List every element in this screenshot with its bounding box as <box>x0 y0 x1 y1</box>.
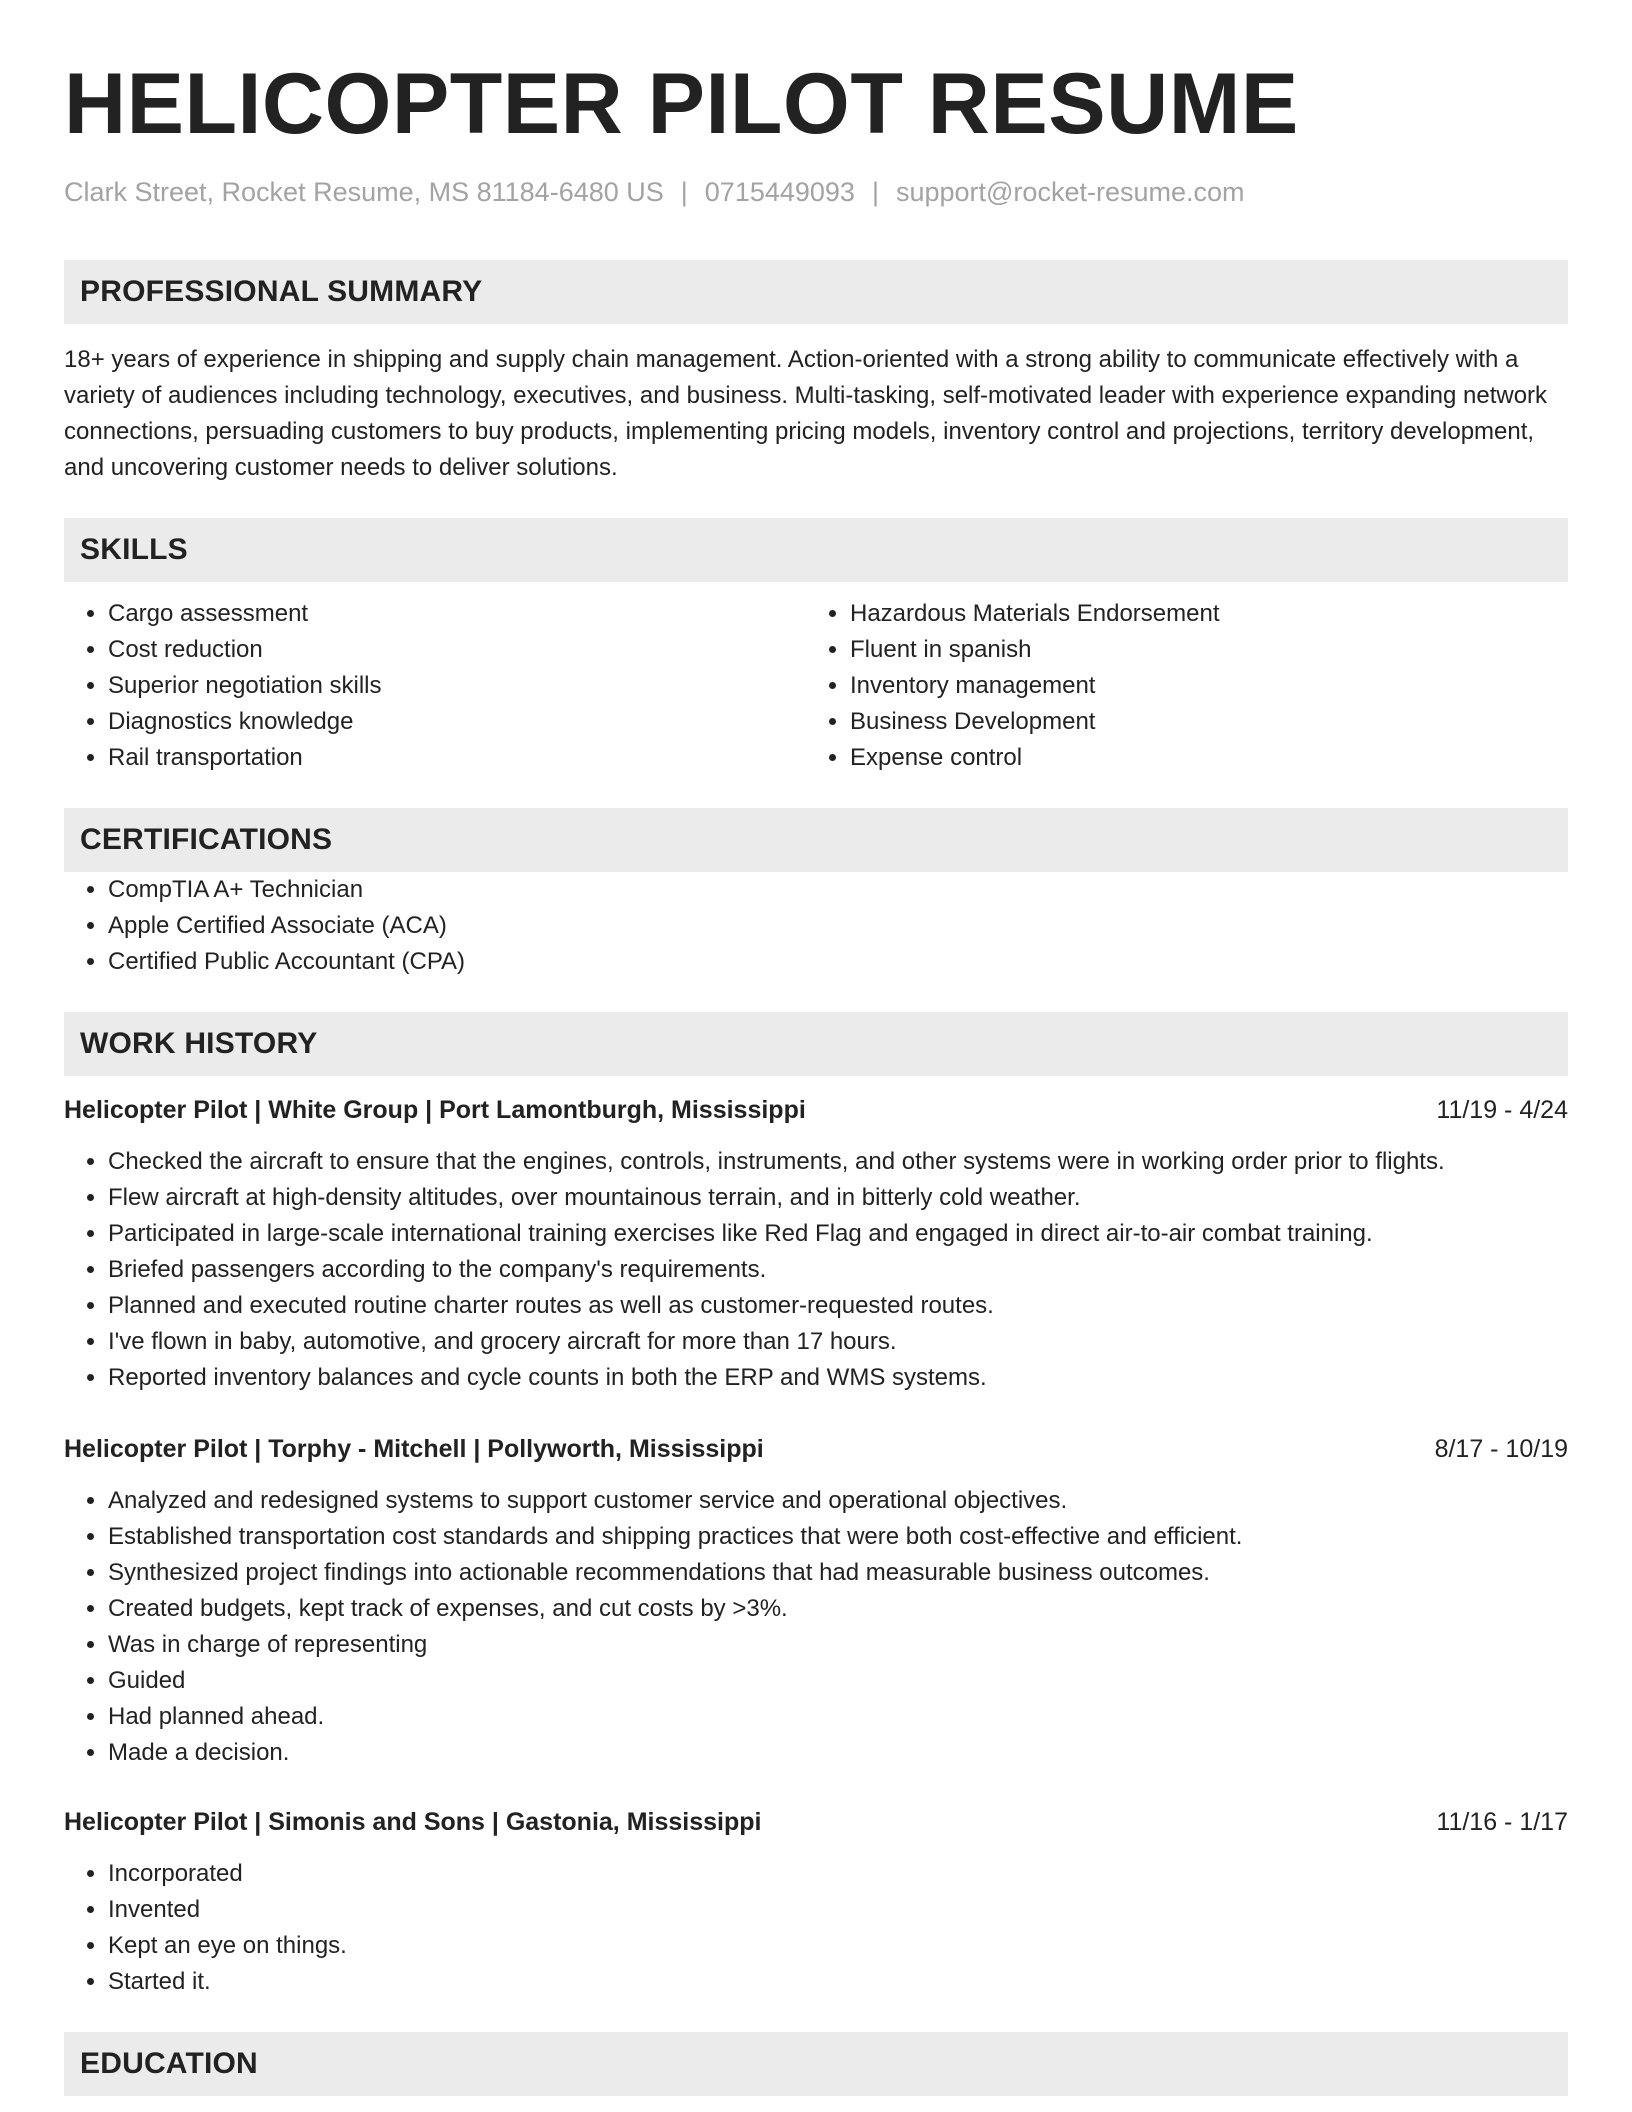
skill-item: • Expense control <box>850 740 1548 776</box>
job-bullet: • Was in charge of representing <box>108 1627 1568 1663</box>
certifications-list <box>64 872 1568 980</box>
section-header-work-history <box>64 1012 1568 1076</box>
skills-list-left <box>64 596 806 776</box>
job-entry <box>64 1804 1568 2000</box>
job-bullet: • Made a decision. <box>108 1735 1568 1771</box>
job-bullet: • Checked the aircraft to ensure that the engines, controls, instruments, and other systems were in working order prior to flights. <box>108 1144 1568 1180</box>
job-bullet: • Synthesized project findings into actionable recommendations that had measurable business outcomes. <box>108 1555 1568 1591</box>
job-entry <box>64 1092 1568 1396</box>
job-bullet: • Participated in large-scale international training exercises like Red Flag and engaged in direct air-to-air combat training. <box>108 1216 1568 1252</box>
skill-item: • Hazardous Materials Endorsement <box>850 596 1548 632</box>
section-title-summary: PROFESSIONAL SUMMARY <box>80 275 483 308</box>
certification-item: • CompTIA A+ Technician <box>108 872 1568 908</box>
section-header-summary <box>64 260 1568 324</box>
section-title-work-history: WORK HISTORY <box>80 1027 318 1060</box>
job-dates: 11/19 - 4/24 <box>1436 1096 1568 1124</box>
contact-address: Clark Street, Rocket Resume, MS 81184-6480 US <box>64 177 664 207</box>
job-bullet: • Flew aircraft at high-density altitudes, over mountainous terrain, and in bitterly cold weather. <box>108 1180 1568 1216</box>
job-bullet: • Guided <box>108 1663 1568 1699</box>
skill-item: • Rail transportation <box>108 740 806 776</box>
resume-title: HELICOPTER PILOT RESUME <box>64 56 1299 152</box>
section-header-certifications <box>64 808 1568 872</box>
skill-item: • Superior negotiation skills <box>108 668 806 704</box>
certification-item: • Certified Public Accountant (CPA) <box>108 944 1568 980</box>
section-title-certifications: CERTIFICATIONS <box>80 823 333 856</box>
skill-item: • Business Development <box>850 704 1548 740</box>
section-header-skills <box>64 518 1568 582</box>
job-title: Helicopter Pilot | Torphy - Mitchell | Pollyworth, Mississippi <box>64 1435 764 1463</box>
job-bullet: • Kept an eye on things. <box>108 1928 1568 1964</box>
section-title-education: EDUCATION <box>80 2047 258 2080</box>
job-entry <box>64 1431 1568 1771</box>
contact-phone: 0715449093 <box>704 177 855 207</box>
skills-column-right <box>806 596 1548 776</box>
job-dates: 11/16 - 1/17 <box>1436 1808 1568 1836</box>
job-title: Helicopter Pilot | Simonis and Sons | Gastonia, Mississippi <box>64 1808 762 1836</box>
job-header <box>64 1092 1568 1128</box>
job-bullet: • Reported inventory balances and cycle counts in both the ERP and WMS systems. <box>108 1360 1568 1396</box>
skill-item: • Inventory management <box>850 668 1548 704</box>
section-header-education <box>64 2032 1568 2096</box>
summary-text: 18+ years of experience in shipping and supply chain management. Action-oriented with a strong ability to communicate effectively with a variety of audiences including technology, executives, and business. Multi-tasking, self-motivated leader with experience expanding network connections, persuading customers to buy products, implementing pricing models, inventory control and projections, territory development, and uncovering customer needs to deliver solutions. <box>64 346 1548 481</box>
job-bullet: • Had planned ahead. <box>108 1699 1568 1735</box>
contact-separator: | <box>871 177 879 207</box>
certification-item: • Apple Certified Associate (ACA) <box>108 908 1568 944</box>
job-bullet: • Incorporated <box>108 1856 1568 1892</box>
job-title: Helicopter Pilot | White Group | Port Lamontburgh, Mississippi <box>64 1096 806 1124</box>
skills-list-right <box>806 596 1548 776</box>
job-bullet: • Created budgets, kept track of expenses, and cut costs by >3%. <box>108 1591 1568 1627</box>
contact-line <box>64 174 1568 210</box>
skill-item: • Diagnostics knowledge <box>108 704 806 740</box>
skills-grid <box>64 596 1568 776</box>
contact-separator: | <box>680 177 688 207</box>
contact-email: support@rocket-resume.com <box>895 177 1245 207</box>
job-bullet: • Invented <box>108 1892 1568 1928</box>
job-header <box>64 1804 1568 1840</box>
job-bullets <box>64 1144 1568 1396</box>
skill-item: • Cost reduction <box>108 632 806 668</box>
section-title-skills: SKILLS <box>80 533 188 566</box>
job-bullet: • Briefed passengers according to the company's requirements. <box>108 1252 1568 1288</box>
job-bullet: • Planned and executed routine charter routes as well as customer-requested routes. <box>108 1288 1568 1324</box>
job-bullets <box>64 1856 1568 2000</box>
skill-item: • Cargo assessment <box>108 596 806 632</box>
job-bullet: • Established transportation cost standards and shipping practices that were both cost-effective and efficient. <box>108 1519 1568 1555</box>
skill-item: • Fluent in spanish <box>850 632 1548 668</box>
skills-column-left <box>64 596 806 776</box>
job-dates: 8/17 - 10/19 <box>1434 1435 1568 1463</box>
job-header <box>64 1431 1568 1467</box>
job-bullet: • I've flown in baby, automotive, and grocery aircraft for more than 17 hours. <box>108 1324 1568 1360</box>
job-bullet: • Started it. <box>108 1964 1568 2000</box>
job-bullet: • Analyzed and redesigned systems to support customer service and operational objectives. <box>108 1483 1568 1519</box>
job-bullets <box>64 1483 1568 1771</box>
